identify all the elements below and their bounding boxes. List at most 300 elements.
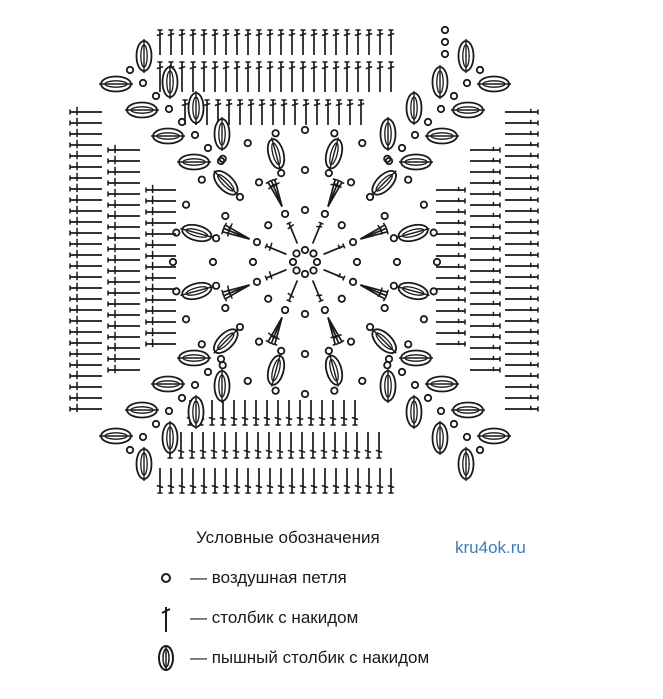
puff-stitch-icon (125, 403, 159, 418)
double-crochet-icon (70, 261, 102, 269)
double-crochet-icon (242, 400, 248, 425)
chain-icon (179, 395, 185, 401)
double-crochet-icon (179, 468, 185, 493)
double-crochet-icon (323, 244, 344, 255)
double-crochet-icon (436, 330, 465, 336)
puff-stitch-icon (215, 369, 230, 403)
chain-icon (199, 341, 205, 347)
site-watermark: kru4ok.ru (455, 538, 526, 557)
double-crochet-icon (436, 231, 465, 237)
double-crochet-icon (365, 432, 371, 458)
double-crochet-icon (344, 30, 350, 55)
double-crochet-icon (505, 153, 538, 159)
chain-icon (425, 395, 431, 401)
double-crochet-icon (322, 30, 328, 55)
legend-item-puff-stitch (150, 643, 429, 673)
double-crochet-icon (366, 30, 372, 55)
puff-stitch-icon (177, 155, 211, 170)
chain-icon (442, 39, 448, 45)
double-crochet-icon (70, 316, 102, 324)
double-crochet-icon (201, 62, 207, 92)
double-crochet-icon (108, 365, 140, 373)
double-crochet-icon (470, 356, 500, 362)
double-crochet-icon (344, 62, 350, 92)
double-crochet-icon (300, 468, 306, 493)
double-crochet-icon (470, 367, 500, 373)
double-crochet-icon (289, 468, 295, 493)
double-crochet-icon (70, 360, 102, 368)
double-crochet-icon (70, 195, 102, 203)
double-crochet-icon (245, 62, 251, 92)
puff-stitch-icon (425, 129, 459, 144)
double-crochet-icon (70, 338, 102, 346)
chain-icon (213, 235, 219, 241)
chain-icon (339, 222, 345, 228)
double-crochet-icon (278, 468, 284, 493)
double-crochet-icon (470, 334, 500, 340)
double-crochet-icon (311, 468, 317, 493)
double-crochet-icon (289, 62, 295, 92)
double-crochet-icon (266, 432, 272, 458)
puff-stitch-icon (99, 77, 133, 92)
chain-icon (278, 348, 284, 354)
double-crochet-icon (292, 100, 298, 125)
chain-icon (302, 207, 308, 213)
chain-icon (302, 167, 308, 173)
double-crochet-icon (436, 198, 465, 204)
double-crochet-icon (265, 243, 286, 255)
double-crochet-icon (470, 235, 500, 241)
double-crochet-icon (470, 279, 500, 285)
chain-icon (412, 382, 418, 388)
double-crochet-icon (150, 603, 186, 633)
puff-stitch-icon (150, 643, 186, 673)
chain-icon (430, 288, 436, 294)
double-crochet-icon (212, 62, 218, 92)
double-crochet-icon (265, 270, 286, 281)
chain-icon (412, 132, 418, 138)
double-crochet-icon (300, 62, 306, 92)
puff-stitch-icon (407, 395, 422, 429)
legend-label-double-crochet: — столбик с накидом (190, 608, 359, 627)
chain-icon (222, 305, 228, 311)
chain-icon (350, 239, 356, 245)
chain-icon (425, 119, 431, 125)
double-crochet-icon (319, 400, 325, 425)
chain-icon (153, 93, 159, 99)
double-crochet-icon (505, 164, 538, 170)
puff-stitch-icon (381, 369, 396, 403)
chain-icon (310, 250, 316, 256)
double-crochet-icon (388, 468, 394, 493)
double-crochet-icon (436, 286, 465, 292)
double-crochet-icon (355, 468, 361, 493)
double-crochet-icon (70, 349, 102, 357)
double-crochet-icon (470, 268, 500, 274)
double-crochet-icon (277, 432, 283, 458)
chain-icon (348, 179, 354, 185)
double-crochet-icon (256, 62, 262, 92)
double-crochet-icon (311, 30, 317, 55)
puff-stitch-icon (163, 421, 178, 455)
chain-icon (394, 259, 400, 265)
double-crochet-icon (505, 230, 538, 236)
chain-icon (314, 259, 320, 265)
double-crochet-icon (267, 468, 273, 493)
chain-icon (438, 408, 444, 414)
puff-stitch-icon (433, 65, 448, 99)
double-crochet-icon (388, 62, 394, 92)
puff-stitch-icon (399, 351, 433, 366)
chain-icon (272, 130, 278, 136)
double-crochet-icon (204, 100, 210, 125)
double-crochet-icon (146, 317, 176, 325)
double-crochet-icon (108, 222, 140, 230)
double-crochet-icon (146, 328, 176, 336)
chain-icon (272, 387, 278, 393)
double-crochet-icon (303, 100, 309, 125)
double-crochet-icon (323, 270, 344, 281)
double-crochet-icon (505, 406, 538, 412)
double-crochet-icon (352, 400, 358, 425)
puff-stitch-icon (177, 351, 211, 366)
double-crochet-icon (470, 246, 500, 252)
chain-icon (302, 127, 308, 133)
puff-stitch-icon (322, 352, 345, 389)
double-crochet-icon (470, 191, 500, 197)
double-crochet-icon (70, 107, 102, 115)
double-crochet-icon (234, 468, 240, 493)
double-crochet-icon (436, 308, 465, 314)
double-crochet-icon (70, 327, 102, 335)
double-crochet-icon (333, 62, 339, 92)
double-crochet-icon (70, 239, 102, 247)
double-crochet-icon (355, 62, 361, 92)
puff-stitch-icon (178, 221, 215, 244)
chain-icon (464, 80, 470, 86)
chain-icon (192, 382, 198, 388)
double-crochet-icon (146, 273, 176, 281)
chain-icon (302, 271, 308, 277)
puff-stitch-icon (477, 429, 511, 444)
double-crochet-icon (146, 218, 176, 226)
chain-icon (430, 229, 436, 235)
double-crochet-icon (108, 211, 140, 219)
double-crochet-icon (108, 354, 140, 362)
puff-stitch-icon (459, 39, 474, 73)
double-crochet-icon (505, 373, 538, 379)
chain-icon (391, 235, 397, 241)
chain-icon (218, 356, 224, 362)
chain-icon (205, 369, 211, 375)
double-crochet-icon (108, 200, 140, 208)
double-crochet-icon (270, 100, 276, 125)
double-crochet-icon (505, 395, 538, 401)
double-crochet-icon (70, 118, 102, 126)
double-crochet-icon (355, 30, 361, 55)
double-crochet-icon (470, 312, 500, 318)
double-crochet-icon (190, 62, 196, 92)
chain-icon (477, 67, 483, 73)
double-crochet-icon (70, 162, 102, 170)
chain-icon (421, 316, 427, 322)
chain-icon (222, 213, 228, 219)
double-crochet-icon (377, 62, 383, 92)
double-crochet-icon (299, 432, 305, 458)
chain-icon (438, 106, 444, 112)
chain-icon (199, 176, 205, 182)
double-crochet-icon (245, 30, 251, 55)
chain-icon (391, 283, 397, 289)
double-crochet-icon (108, 310, 140, 318)
double-crochet-icon (108, 178, 140, 186)
double-crochet-icon (70, 206, 102, 214)
double-crochet-icon (256, 30, 262, 55)
double-crochet-icon (70, 305, 102, 313)
chain-icon (399, 369, 405, 375)
double-crochet-icon (70, 272, 102, 280)
double-crochet-icon (222, 432, 228, 458)
double-crochet-icon (70, 217, 102, 225)
double-crochet-icon (234, 30, 240, 55)
double-crochet-icon (211, 432, 217, 458)
double-crochet-icon (505, 252, 538, 258)
double-crochet-icon (255, 432, 261, 458)
chain-icon (348, 338, 354, 344)
double-crochet-icon (436, 264, 465, 270)
puff-stitch-icon (178, 279, 215, 302)
chain-icon (173, 229, 179, 235)
double-crochet-icon (223, 468, 229, 493)
double-crochet-icon (505, 175, 538, 181)
chain-icon (421, 202, 427, 208)
legend-title: Условные обозначения (196, 528, 380, 547)
double-crochet-icon (322, 468, 328, 493)
double-crochet-icon (505, 241, 538, 247)
double-crochet-icon (505, 131, 538, 137)
double-crochet-icon (108, 156, 140, 164)
double-crochet-icon (70, 173, 102, 181)
puff-stitch-icon (137, 447, 152, 481)
puff-stitch-icon (433, 421, 448, 455)
chain-icon (127, 447, 133, 453)
double-crochet-icon (505, 186, 538, 192)
chain-icon (245, 378, 251, 384)
double-crochet-icon (505, 307, 538, 313)
double-crochet-icon (70, 129, 102, 137)
chain-icon (359, 378, 365, 384)
double-crochet-icon (376, 432, 382, 458)
puff-stitch-icon (189, 91, 204, 125)
double-crochet-icon (201, 468, 207, 493)
double-crochet-icon (70, 393, 102, 401)
chain-icon (310, 267, 316, 273)
double-crochet-icon (336, 100, 342, 125)
double-crochet-icon (108, 288, 140, 296)
double-crochet-icon (505, 318, 538, 324)
double-crochet-icon (146, 262, 176, 270)
double-crochet-icon (108, 277, 140, 285)
double-crochet-icon (470, 202, 500, 208)
double-crochet-icon (201, 30, 207, 55)
double-crochet-icon (146, 284, 176, 292)
chain-icon (451, 421, 457, 427)
double-crochet-icon (377, 30, 383, 55)
double-crochet-icon (278, 62, 284, 92)
double-crochet-icon (341, 400, 347, 425)
double-crochet-icon (366, 62, 372, 92)
double-crochet-icon (220, 400, 226, 425)
double-crochet-icon (436, 319, 465, 325)
puff-stitch-icon (399, 155, 433, 170)
double-crochet-icon (470, 290, 500, 296)
double-crochet-icon (179, 30, 185, 55)
double-crochet-icon (223, 62, 229, 92)
chain-icon (326, 348, 332, 354)
puff-stitch-icon (125, 103, 159, 118)
double-crochet-icon (234, 62, 240, 92)
puff-stitch-icon (407, 91, 422, 125)
double-crochet-icon (237, 100, 243, 125)
chain-icon (405, 176, 411, 182)
double-crochet-icon (505, 285, 538, 291)
double-crochet-icon (146, 251, 176, 259)
double-crochet-icon (366, 468, 372, 493)
puff-stitch-icon (451, 403, 485, 418)
double-crochet-icon (200, 432, 206, 458)
double-crochet-icon (287, 280, 298, 301)
double-crochet-icon (157, 30, 163, 55)
double-crochet-icon (470, 169, 500, 175)
puff-stitch-icon (395, 279, 432, 302)
double-crochet-icon (286, 400, 292, 425)
double-crochet-icon (267, 30, 273, 55)
double-crochet-icon (436, 220, 465, 226)
double-crochet-icon (436, 341, 465, 347)
double-crochet-icon (310, 432, 316, 458)
double-crochet-icon (168, 468, 174, 493)
double-crochet-icon (244, 432, 250, 458)
double-crochet-icon (505, 120, 538, 126)
chain-icon (290, 259, 296, 265)
double-crochet-icon (343, 432, 349, 458)
double-crochet-icon (377, 468, 383, 493)
double-crochet-icon (289, 30, 295, 55)
chain-icon (331, 387, 337, 393)
double-crochet-icon (108, 145, 140, 153)
double-crochet-icon (505, 142, 538, 148)
puff-stitch-icon (395, 221, 432, 244)
chain-icon (282, 307, 288, 313)
double-crochet-icon (308, 400, 314, 425)
chain-icon (282, 211, 288, 217)
chain-icon (153, 421, 159, 427)
double-crochet-icon (146, 295, 176, 303)
double-crochet-icon (267, 62, 273, 92)
chain-icon (210, 259, 216, 265)
double-crochet-icon (146, 229, 176, 237)
double-crochet-icon (300, 30, 306, 55)
chain-icon (326, 170, 332, 176)
chain-icon (140, 434, 146, 440)
chain-icon (434, 259, 440, 265)
double-crochet-icon (505, 197, 538, 203)
double-crochet-icon (108, 255, 140, 263)
double-crochet-icon (505, 362, 538, 368)
double-crochet-icon (179, 62, 185, 92)
double-crochet-icon (157, 468, 163, 493)
double-crochet-icon (275, 400, 281, 425)
double-crochet-icon (505, 329, 538, 335)
puff-stitch-icon (451, 103, 485, 118)
double-crochet-icon (231, 400, 237, 425)
double-crochet-icon (436, 275, 465, 281)
chain-icon (293, 250, 299, 256)
double-crochet-icon (388, 30, 394, 55)
double-crochet-icon (436, 253, 465, 259)
double-crochet-icon (505, 263, 538, 269)
chain-icon (254, 239, 260, 245)
chain-icon (250, 259, 256, 265)
double-crochet-icon (278, 30, 284, 55)
chain-icon (166, 408, 172, 414)
double-crochet-icon (108, 266, 140, 274)
chain-icon (386, 356, 392, 362)
double-crochet-icon (470, 158, 500, 164)
double-crochet-icon (344, 468, 350, 493)
double-crochet-icon (332, 432, 338, 458)
puff-stitch-icon (381, 117, 396, 151)
chain-icon (322, 307, 328, 313)
double-crochet-icon (233, 432, 239, 458)
chain-icon (464, 434, 470, 440)
chain-icon (183, 316, 189, 322)
double-crochet-icon (146, 306, 176, 314)
double-crochet-icon (436, 187, 465, 193)
puff-stitch-icon (151, 377, 185, 392)
double-crochet-icon (108, 189, 140, 197)
double-crochet-icon (505, 274, 538, 280)
puff-stitch-icon (477, 77, 511, 92)
double-crochet-icon (223, 30, 229, 55)
double-crochet-icon (264, 400, 270, 425)
chain-icon (166, 106, 172, 112)
double-crochet-icon (108, 332, 140, 340)
puff-stitch-icon (137, 39, 152, 73)
chain-icon (381, 213, 387, 219)
chain-icon (339, 296, 345, 302)
chain-icon (322, 211, 328, 217)
double-crochet-icon (287, 222, 298, 243)
double-crochet-icon (333, 468, 339, 493)
double-crochet-icon (322, 62, 328, 92)
chain-icon (350, 279, 356, 285)
double-crochet-icon (288, 432, 294, 458)
double-crochet-icon (281, 100, 287, 125)
double-crochet-icon (70, 371, 102, 379)
puff-stitch-icon (215, 117, 230, 151)
chain-icon (381, 305, 387, 311)
double-crochet-icon (108, 321, 140, 329)
double-crochet-icon (470, 345, 500, 351)
double-crochet-icon (178, 432, 184, 458)
double-crochet-icon (146, 185, 176, 193)
double-crochet-icon (358, 100, 364, 125)
chain-icon (256, 338, 262, 344)
chain-icon (245, 140, 251, 146)
double-crochet-icon (256, 468, 262, 493)
chain-icon (254, 279, 260, 285)
